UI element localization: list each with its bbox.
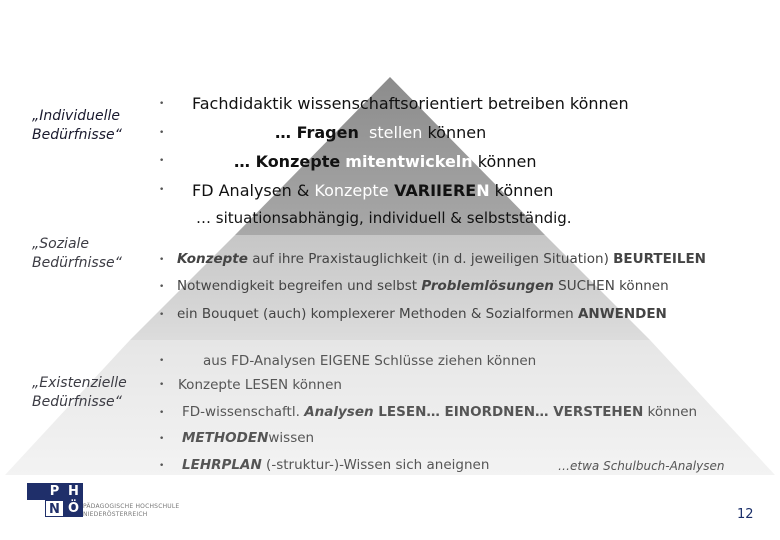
middle-line-1-part-b: auf ihre Praxistauglichkeit (in d. jeweiligen Situation) bbox=[247, 251, 614, 267]
label-existential-line1: „Existenzielle bbox=[32, 375, 127, 391]
logo-letter-n: N bbox=[45, 500, 64, 517]
top-line-2 bbox=[275, 123, 486, 142]
middle-line-3-part-b: ANWENDEN bbox=[577, 306, 667, 322]
middle-line-1-part-c: BEURTEILEN bbox=[613, 251, 706, 267]
label-social-line1: „Soziale bbox=[32, 236, 90, 252]
label-individual-needs bbox=[32, 107, 122, 145]
top-line-4 bbox=[192, 181, 553, 200]
label-individual-line2: Bedürfnisse“ bbox=[32, 127, 122, 143]
top-line-2-part-a: … Fragen bbox=[275, 123, 359, 142]
note-part-a: …etwa bbox=[558, 459, 600, 473]
top-line-4-part-c: VARIIERE bbox=[388, 181, 477, 200]
top-line-4-highlight: Konzepte bbox=[314, 181, 389, 200]
note-part-b: Schulbuch-Analysen bbox=[599, 459, 725, 473]
label-existential-line2: Bedürfnisse“ bbox=[32, 394, 122, 410]
top-line-3 bbox=[234, 152, 537, 171]
top-line-4-part-a: FD Analysen & bbox=[192, 181, 315, 200]
bullet-icon: • bbox=[159, 255, 165, 265]
logo-block bbox=[27, 483, 46, 500]
bottom-line-4-part-a: METHODEN bbox=[182, 430, 269, 446]
bullet-icon: • bbox=[159, 310, 165, 320]
top-line-2-part-c: können bbox=[427, 123, 487, 142]
bottom-line-3-part-b: Analysen bbox=[304, 404, 374, 420]
bullet-icon: • bbox=[159, 380, 165, 390]
top-line-3-highlight: mitentwickeln bbox=[345, 152, 473, 171]
label-social-line2: Bedürfnisse“ bbox=[32, 255, 122, 271]
middle-line-2-part-b: Problemlösungen bbox=[421, 278, 554, 294]
top-line-5: … situationsabhängig, individuell & selbstständig. bbox=[196, 209, 572, 227]
logo-letter-h: H bbox=[64, 483, 83, 500]
middle-line-1-part-a: Konzepte bbox=[177, 251, 248, 267]
label-existential-needs bbox=[32, 374, 127, 412]
bullet-icon: • bbox=[159, 434, 165, 444]
bullet-icon: • bbox=[159, 461, 165, 471]
bottom-line-5 bbox=[182, 457, 489, 473]
logo-letter-p: P bbox=[45, 483, 64, 500]
logo-text-line1: PÄDAGOGISCHE HOCHSCHULE bbox=[83, 503, 180, 510]
bottom-line-4 bbox=[182, 430, 314, 446]
bullet-icon: • bbox=[159, 156, 165, 166]
top-line-2-highlight: stellen bbox=[369, 123, 423, 142]
label-individual-line1: „Individuelle bbox=[32, 108, 120, 124]
logo-letter-oe: Ö bbox=[64, 500, 83, 517]
bottom-line-1: aus FD-Analysen EIGENE Schlüsse ziehen können bbox=[203, 353, 537, 369]
middle-line-3 bbox=[177, 306, 667, 322]
middle-line-2-part-a: Notwendigkeit begreifen und selbst bbox=[177, 278, 422, 294]
bullet-icon: • bbox=[159, 282, 165, 292]
middle-line-2 bbox=[177, 278, 669, 294]
bullet-icon: • bbox=[159, 99, 165, 109]
logo-text-line2: NIEDERÖSTERREICH bbox=[83, 511, 148, 518]
bottom-line-3-part-d: können bbox=[643, 404, 698, 420]
bottom-line-5-part-b: (-struktur-)-Wissen sich aneignen bbox=[261, 457, 490, 473]
bottom-line-2: Konzepte LESEN können bbox=[178, 377, 342, 393]
bottom-line-5-note bbox=[558, 459, 724, 473]
middle-line-3-part-a: ein Bouquet (auch) komplexerer Methoden & Sozialformen bbox=[177, 306, 578, 322]
top-line-3-part-a: … Konzepte bbox=[234, 152, 341, 171]
bottom-line-3-part-c: LESEN… EINORDNEN… VERSTEHEN bbox=[373, 404, 644, 420]
top-line-4-part-e: können bbox=[489, 181, 554, 200]
top-line-3-part-c: können bbox=[477, 152, 537, 171]
top-line-1: Fachdidaktik wissenschaftsorientiert betreiben können bbox=[192, 94, 629, 113]
middle-line-2-part-c: SUCHEN können bbox=[553, 278, 669, 294]
bottom-line-3-part-a: FD-wissenschaftl. bbox=[182, 404, 305, 420]
label-social-needs bbox=[32, 235, 122, 273]
bullet-icon: • bbox=[159, 128, 165, 138]
top-line-4-part-d: N bbox=[476, 181, 490, 200]
bottom-line-3 bbox=[182, 404, 697, 420]
bullet-icon: • bbox=[159, 408, 165, 418]
bullet-icon: • bbox=[159, 356, 165, 366]
page-number: 12 bbox=[737, 507, 754, 522]
bottom-line-4-part-b: wissen bbox=[268, 430, 315, 446]
bullet-icon: • bbox=[159, 185, 165, 195]
bottom-line-5-part-a: LEHRPLAN bbox=[182, 457, 262, 473]
middle-line-1 bbox=[177, 251, 706, 267]
